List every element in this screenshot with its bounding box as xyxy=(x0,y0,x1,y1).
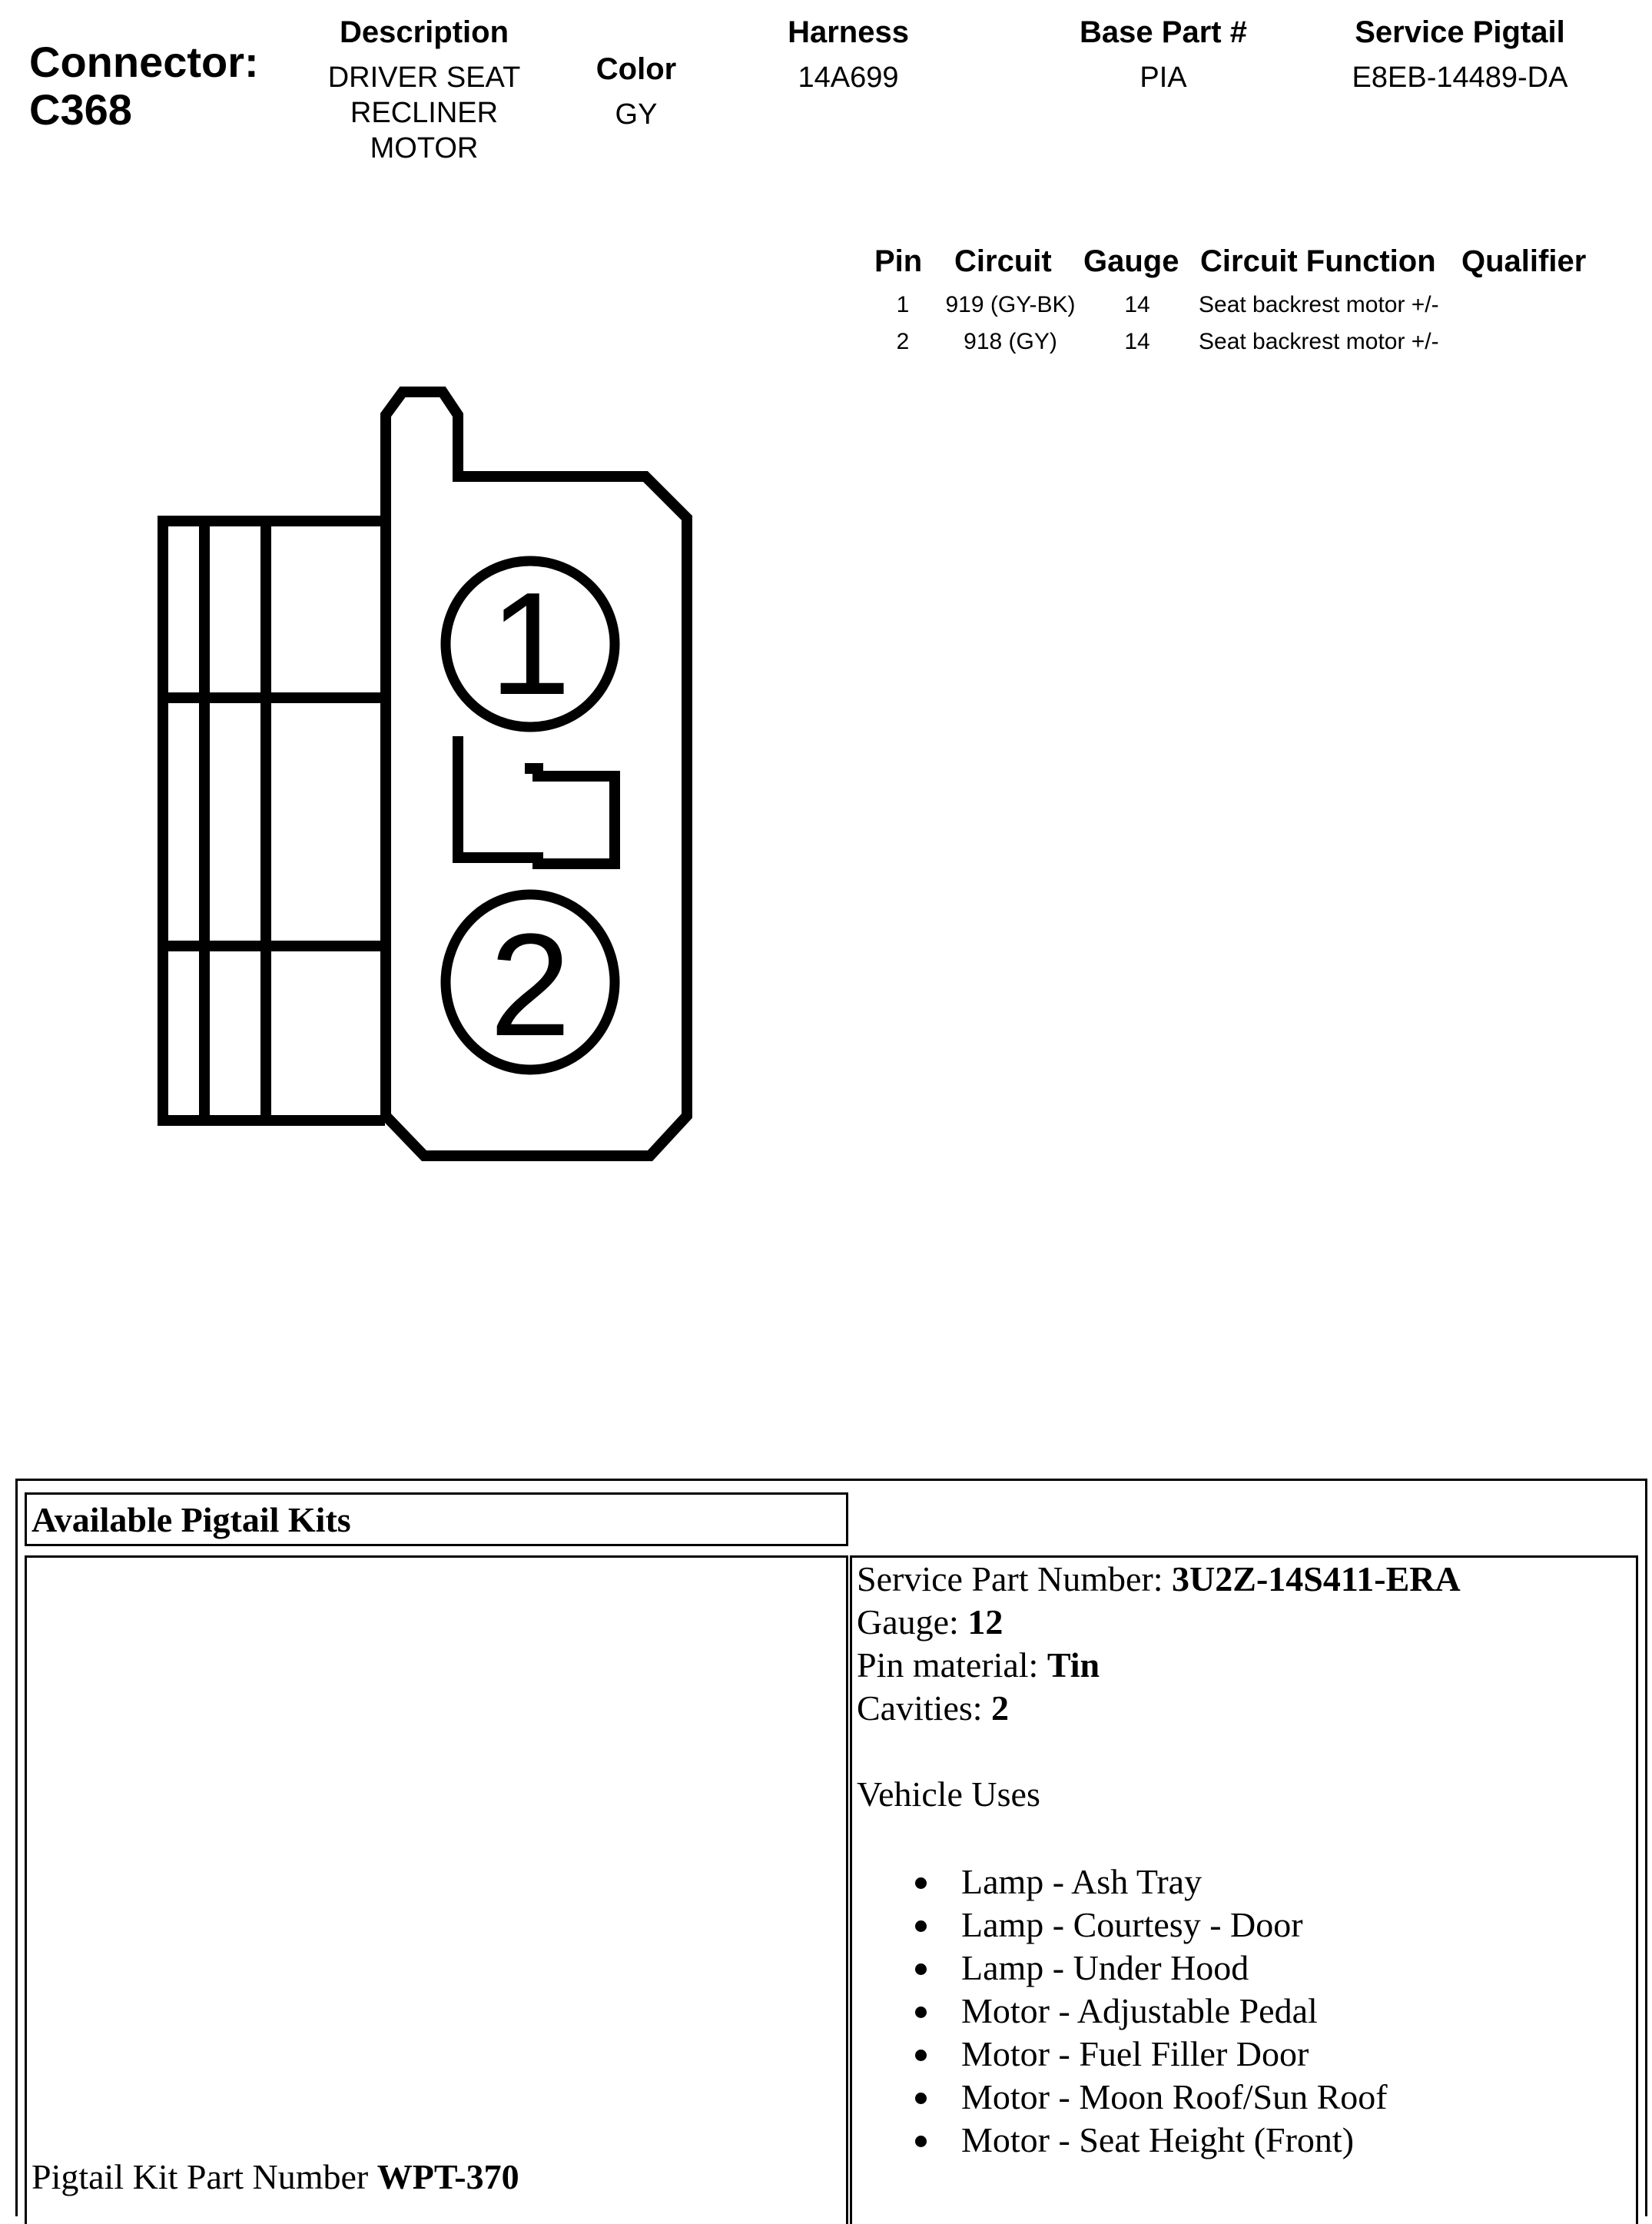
connector-label: Connector: xyxy=(29,38,259,86)
pin-cell: 1 xyxy=(896,292,910,317)
function-cell: Seat backrest motor +/- xyxy=(1199,292,1439,317)
vehicle-uses-list xyxy=(915,1861,1461,2162)
connector-id: C368 xyxy=(29,85,132,134)
pin-number-label: 2 xyxy=(489,904,571,1067)
function-column-header: Circuit Function xyxy=(1200,244,1436,278)
vehicle-uses-heading: Vehicle Uses xyxy=(857,1774,1040,1814)
pigtail-gauge xyxy=(857,1601,1461,1644)
description-line: RECLINER xyxy=(350,97,499,129)
pigtail-image-box xyxy=(25,1555,848,2224)
list-item: Lamp - Under Hood xyxy=(915,1947,1461,1990)
harness-value: 14A699 xyxy=(798,61,899,94)
kit-part-label: Pigtail Kit Part Number xyxy=(32,2157,377,2196)
cavities-value: 2 xyxy=(991,1688,1010,1728)
base-part-value: PIA xyxy=(1139,61,1187,94)
pin-material-label: Pin material: xyxy=(857,1645,1047,1685)
connector-latch-grid xyxy=(163,521,380,1120)
pigtail-kit-part-number xyxy=(32,2156,519,2199)
service-pigtail-value: E8EB-14489-DA xyxy=(1352,61,1568,94)
pigtail-title: Available Pigtail Kits xyxy=(32,1500,351,1539)
service-part-value: 3U2Z-14S411-ERA xyxy=(1172,1559,1461,1598)
pin-number-label: 1 xyxy=(489,563,571,725)
gauge-label: Gauge: xyxy=(857,1602,968,1641)
service-part-label: Service Part Number: xyxy=(857,1559,1173,1598)
base-part-header: Base Part # xyxy=(1080,15,1247,49)
qualifier-column-header: Qualifier xyxy=(1461,244,1587,278)
gauge-cell: 14 xyxy=(1124,329,1150,354)
kit-part-value: WPT-370 xyxy=(377,2157,519,2196)
list-item: Motor - Moon Roof/Sun Roof xyxy=(915,2076,1461,2119)
circuit-cell: 918 (GY) xyxy=(964,329,1057,354)
color-value: GY xyxy=(615,98,658,131)
pigtail-specs xyxy=(857,1558,1461,2162)
pin-material xyxy=(857,1644,1461,1687)
list-item: Motor - Adjustable Pedal xyxy=(915,1990,1461,2033)
description-line: DRIVER SEAT xyxy=(327,61,521,94)
pin-column-header: Pin xyxy=(874,244,923,278)
pin-material-value: Tin xyxy=(1047,1645,1100,1685)
cavities xyxy=(857,1687,1461,1730)
cavities-label: Cavities: xyxy=(857,1688,992,1728)
list-item: Lamp - Ash Tray xyxy=(915,1861,1461,1904)
pigtail-details-box xyxy=(850,1555,1638,2224)
polarizing-key xyxy=(458,742,615,864)
circuit-cell: 919 (GY-BK) xyxy=(945,292,1076,317)
pigtail-title-box xyxy=(25,1492,848,1546)
pin-cavity-1 xyxy=(446,561,615,727)
circuit-column-header: Circuit xyxy=(954,244,1052,278)
description-line: MOTOR xyxy=(370,132,479,164)
pin-cavity-2 xyxy=(446,895,615,1070)
function-cell: Seat backrest motor +/- xyxy=(1199,329,1439,354)
list-item: Motor - Fuel Filler Door xyxy=(915,2033,1461,2076)
service-part-number xyxy=(857,1558,1461,1601)
harness-header: Harness xyxy=(788,15,909,49)
list-item: Lamp - Courtesy - Door xyxy=(915,1904,1461,1947)
gauge-cell: 14 xyxy=(1124,292,1150,317)
color-header: Color xyxy=(595,52,677,86)
gauge-column-header: Gauge xyxy=(1083,244,1179,278)
service-pigtail-header: Service Pigtail xyxy=(1355,15,1565,49)
description-header: Description xyxy=(339,15,509,49)
list-item: Motor - Seat Height (Front) xyxy=(915,2119,1461,2162)
pin-cell: 2 xyxy=(896,329,910,354)
gauge-value: 12 xyxy=(967,1602,1003,1641)
